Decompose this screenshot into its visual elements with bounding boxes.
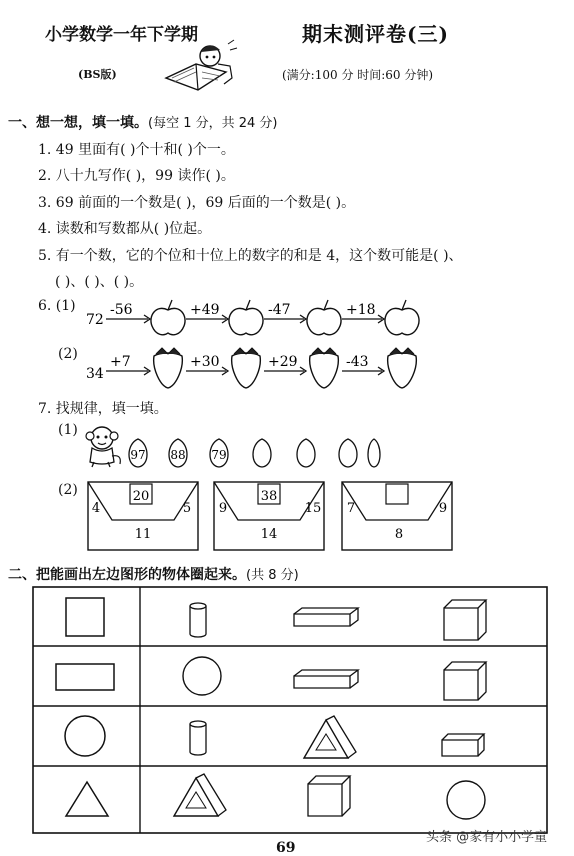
- rectangle-shape: [56, 664, 114, 690]
- peach-3: [210, 439, 228, 467]
- page-number: 69: [276, 840, 296, 856]
- section1-title: 一、想一想，填一填。: [8, 115, 148, 131]
- peach-6: [339, 439, 357, 467]
- peach-5: [297, 439, 315, 467]
- envelope-3-left: 7: [346, 501, 356, 516]
- peach-1-value: 97: [130, 448, 146, 462]
- strawberry-icon: [388, 353, 417, 388]
- question-7-part1-label: (1): [58, 422, 78, 438]
- strawberry-chain-step-3: [264, 348, 338, 388]
- monkey-icon: [82, 424, 124, 468]
- question-4: 4. 读数和写数都从( )位起。: [38, 221, 212, 237]
- apple-icon: [229, 308, 263, 334]
- peach-1: [129, 439, 147, 467]
- reading-child-illustration: [162, 38, 240, 96]
- strawberry-chain-start: 34: [86, 366, 104, 382]
- envelope-1-right: 5: [182, 501, 192, 516]
- question-5-line1: 5. 有一个数，它的个位和十位上的数字的和是 4，这个数可能是( )、: [38, 248, 463, 264]
- shape-matching-table: [32, 586, 548, 836]
- question-6-label: 6. (1): [38, 298, 76, 314]
- apple-chain-step-2: [186, 300, 263, 335]
- section2-score: (共 8 分): [246, 568, 299, 583]
- envelope-1-top: 20: [132, 489, 150, 504]
- section1-score: (每空 1 分，共 24 分): [148, 116, 278, 131]
- strawberry-op-3: +29: [268, 354, 298, 370]
- question-2: 2. 八十九写作( )，99 读作( )。: [38, 168, 235, 184]
- peach-2: [169, 439, 187, 467]
- strawberry-icon: [232, 353, 261, 388]
- apple-icon: [151, 308, 185, 334]
- watermark-text: 头条 @家有小小学童: [426, 830, 548, 845]
- peach-2-value: 88: [170, 448, 186, 462]
- envelope-3: [342, 482, 452, 550]
- envelope-1-bottom: 11: [134, 527, 152, 542]
- exam-meta: (满分:100 分 时间:60 分钟): [282, 68, 434, 82]
- peach-3-value: 79: [211, 448, 227, 462]
- question-3: 3. 69 前面的一个数是( )，69 后面的一个数是( )。: [38, 195, 356, 211]
- question-6-part2-label: (2): [58, 346, 78, 362]
- strawberry-icon: [310, 353, 339, 388]
- exam-title: 期末测评卷(三): [302, 22, 449, 46]
- peach-row: [124, 436, 384, 470]
- apple-chain-start: 72: [86, 312, 104, 328]
- envelope-2-bottom: 14: [260, 527, 278, 542]
- envelope-1-left: 4: [91, 501, 101, 516]
- question-5-line2: ( )、( )、( )。: [55, 274, 144, 290]
- strawberry-icon: [154, 353, 183, 388]
- envelope-2-right: 15: [304, 501, 322, 516]
- peach-sequence: [124, 436, 384, 470]
- envelope-3-bottom: 8: [394, 527, 404, 542]
- apple-op-4: +18: [346, 302, 376, 318]
- envelope-3-blank[interactable]: [386, 484, 408, 504]
- envelope-2: [214, 482, 324, 550]
- section1-heading: [8, 112, 278, 132]
- strawberry-chain-step-4: [342, 348, 416, 388]
- apple-chain: [80, 292, 420, 342]
- peach-7: [368, 439, 380, 467]
- question-7-part2-label: (2): [58, 482, 78, 498]
- strawberry-chain-step-1: [106, 348, 182, 388]
- strawberry-chain: [80, 342, 420, 392]
- envelope-1: [88, 482, 198, 550]
- sphere-object[interactable]: [447, 781, 485, 819]
- apple-icon: [385, 308, 419, 334]
- edition-label: (BS版): [78, 68, 117, 81]
- book-title: 小学数学一年下学期: [45, 25, 198, 45]
- square-shape: [66, 598, 104, 636]
- apple-op-1: -56: [110, 302, 133, 318]
- strawberry-op-4: -43: [346, 354, 369, 370]
- envelope-2-top: 38: [260, 489, 278, 504]
- apple-op-2: +49: [190, 302, 220, 318]
- section2-title: 二、把能画出左边图形的物体圈起来。: [8, 567, 246, 583]
- strawberry-op-1: +7: [110, 354, 131, 370]
- apple-chain-step-1: [106, 300, 185, 335]
- strawberry-op-2: +30: [190, 354, 220, 370]
- envelope-row: [86, 478, 466, 554]
- section2-heading: [8, 564, 299, 584]
- circle-shape: [65, 716, 105, 756]
- strawberry-chain-step-2: [186, 348, 260, 388]
- apple-op-3: -47: [268, 302, 291, 318]
- sphere-object[interactable]: [183, 657, 221, 695]
- envelope-3-right: 9: [438, 501, 448, 516]
- envelope-2-left: 9: [218, 501, 228, 516]
- apple-chain-step-3: [264, 300, 341, 335]
- apple-icon: [307, 308, 341, 334]
- question-1: 1. 49 里面有( )个十和( )个一。: [38, 142, 235, 158]
- apple-chain-step-4: [342, 300, 419, 335]
- peach-4: [253, 439, 271, 467]
- question-7-label: 7. 找规律，填一填。: [38, 401, 168, 417]
